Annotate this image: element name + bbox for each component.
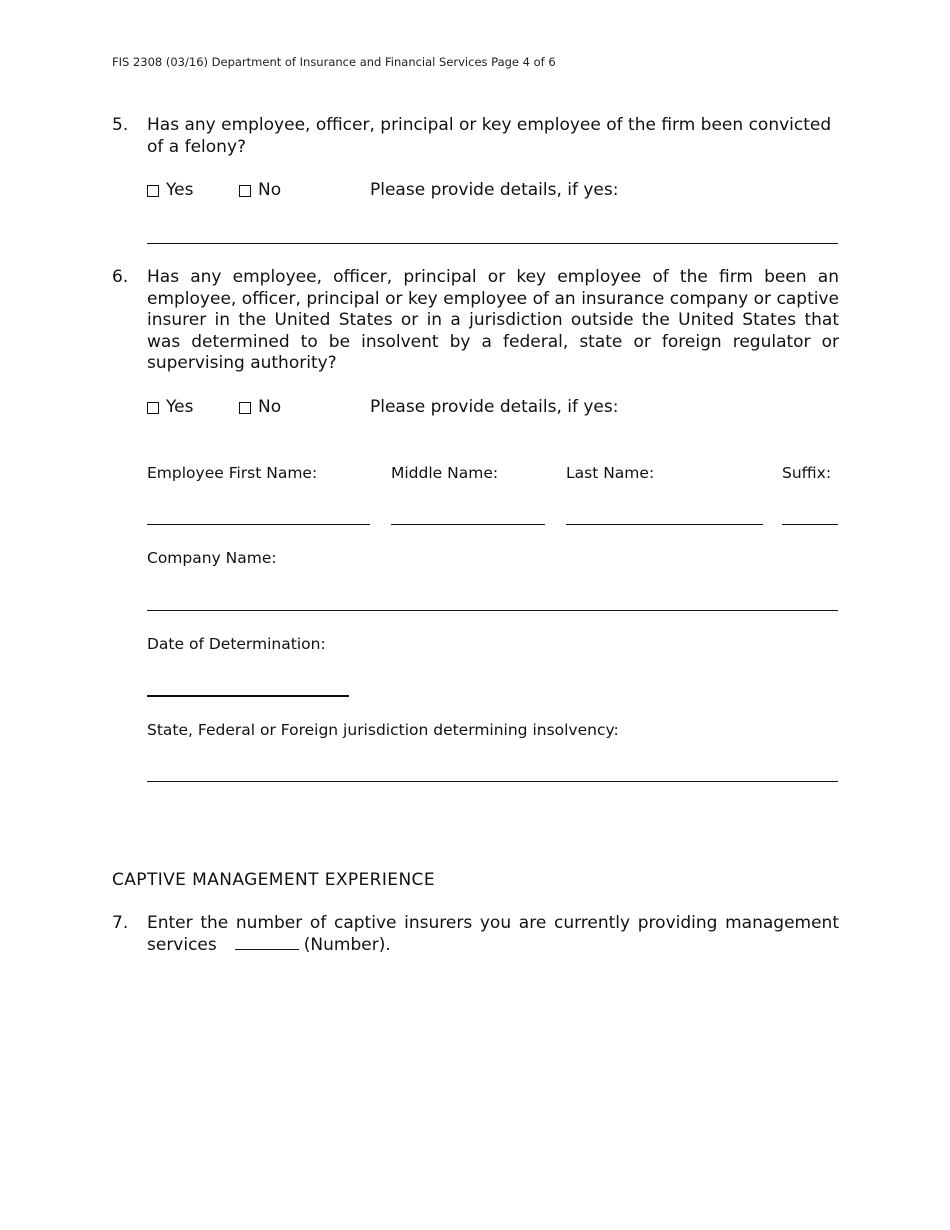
q5-details-label: Please provide details, if yes: (370, 180, 619, 200)
q5-number: 5. (112, 115, 129, 135)
q7-number: 7. (112, 913, 129, 933)
jurisdiction-field[interactable] (147, 781, 838, 782)
company-name-field[interactable] (147, 610, 838, 611)
first-name-label: Employee First Name: (147, 464, 318, 482)
last-name-field[interactable] (566, 524, 763, 525)
q7-text-before: Enter the number of captive insurers you are currently providing management services (147, 913, 839, 955)
q5-details-field[interactable] (147, 243, 838, 244)
q5-yes-label: Yes (166, 180, 194, 200)
q5-no-option[interactable] (239, 180, 281, 200)
first-name-field[interactable] (147, 524, 370, 525)
q5-no-label: No (258, 180, 282, 200)
middle-name-field[interactable] (391, 524, 545, 525)
q5-text: Has any employee, officer, principal or key employee of the firm been convicted of a felony? (147, 115, 832, 157)
q6-no-checkbox[interactable] (239, 402, 251, 414)
date-of-determination-field[interactable] (147, 695, 349, 697)
q6-details-label: Please provide details, if yes: (370, 397, 619, 417)
q5-no-checkbox[interactable] (239, 185, 251, 197)
company-name-label: Company Name: (147, 549, 277, 567)
q6-no-label: No (258, 397, 282, 417)
q7-text-after: (Number). (303, 934, 391, 955)
section-title: CAPTIVE MANAGEMENT EXPERIENCE (112, 870, 435, 890)
q6-yes-label: Yes (166, 397, 194, 417)
jurisdiction-label: State, Federal or Foreign jurisdiction determining insolvency: (147, 721, 619, 739)
q7-number-field[interactable] (235, 935, 299, 950)
last-name-label: Last Name: (566, 464, 655, 482)
middle-name-label: Middle Name: (391, 464, 499, 482)
q6-number: 6. (112, 267, 129, 287)
q5-yes-checkbox[interactable] (147, 185, 159, 197)
q6-yes-checkbox[interactable] (147, 402, 159, 414)
q7-text (147, 913, 839, 956)
q6-no-option[interactable] (239, 397, 281, 417)
q6-text: Has any employee, officer, principal or key employee of the firm been an employee, officer, principal or key employee of an insurance company or captive insurer in the United States or in a jurisdiction outside the United States that was determined to be insolvent by a federal, state or foreign regulator or supervising authority? (147, 267, 839, 373)
q6-yes-option[interactable] (147, 397, 193, 417)
page-header: FIS 2308 (03/16) Department of Insurance and Financial Services Page 4 of 6 (112, 55, 556, 69)
date-of-determination-label: Date of Determination: (147, 635, 326, 653)
suffix-label: Suffix: (782, 464, 832, 482)
q5-yes-option[interactable] (147, 180, 193, 200)
suffix-field[interactable] (782, 524, 838, 525)
